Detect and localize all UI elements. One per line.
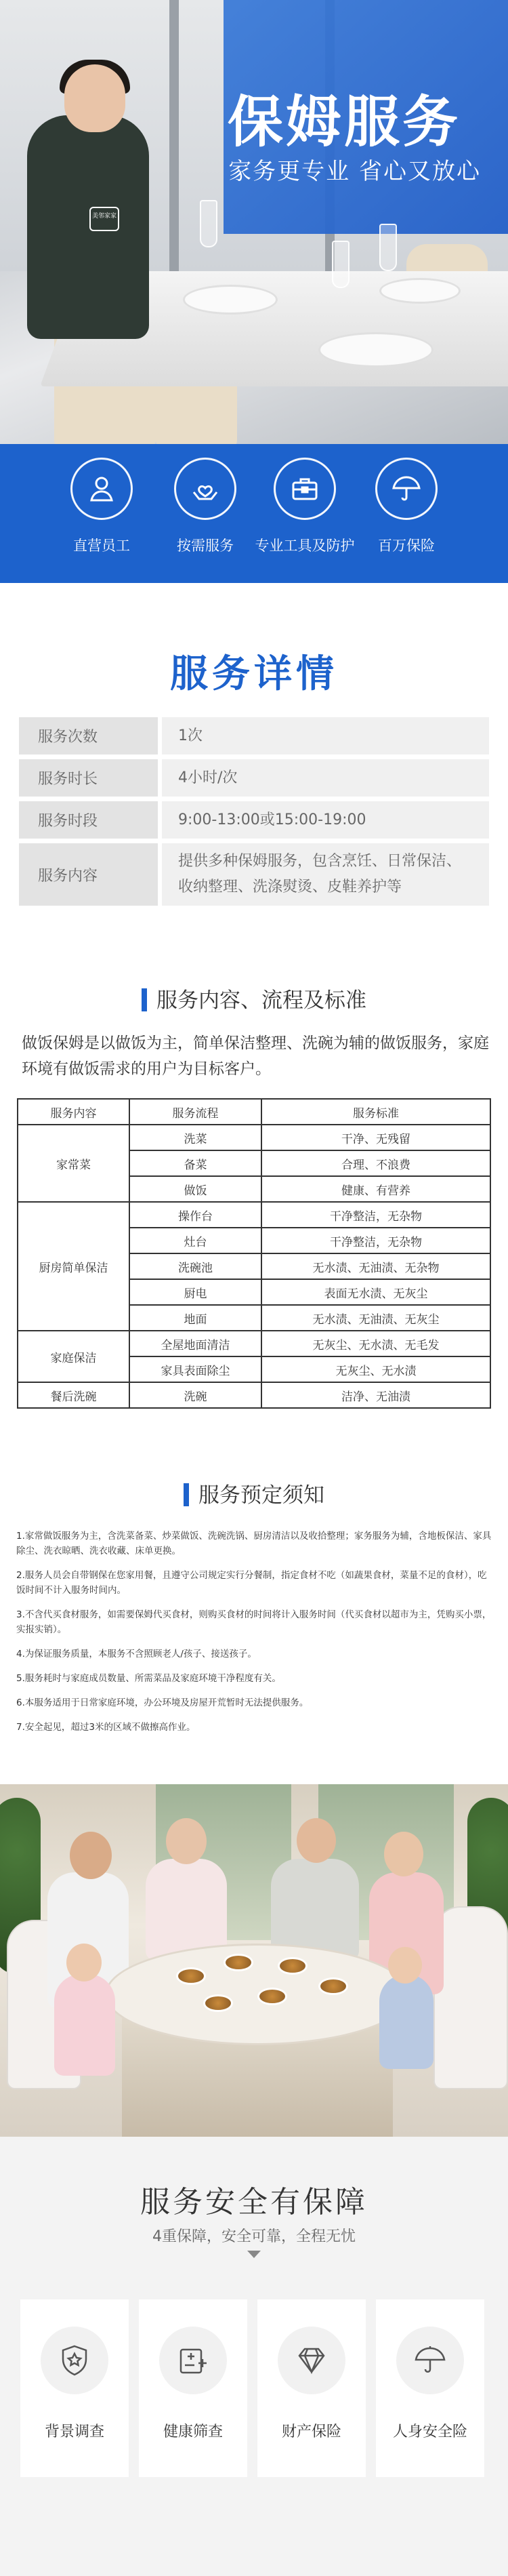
feature-label: 按需服务 [177,538,234,554]
note-item: 7.安全起见，超过3米的区域不做擦高作业。 [16,1722,196,1733]
hero-banner [0,0,508,444]
hero-housekeeper-head [64,64,125,132]
photo-person-head [297,1818,336,1863]
detail-value: 提供多种保姆服务，包含烹饪、日常保洁、收纳整理、洗涤熨烫、皮鞋养护等 [162,843,489,906]
hero-glass [379,224,397,271]
detail-key: 服务次数 [19,717,158,754]
hero-glass [200,200,217,247]
guarantee-card-background-check [20,2299,129,2477]
family-dinner-photo [0,1784,508,2137]
notes-heading-text: 服务预定须知 [198,1483,324,1508]
guarantee-card-health-screening [139,2299,247,2477]
table-group-cell: 家常菜 [18,1125,129,1202]
table-cell: 干净、无残留 [261,1125,490,1150]
table-cell: 表面无水渍、无灰尘 [261,1279,490,1305]
process-intro: 做饭保姆是以做饭为主，简单保洁整理、洗碗为辅的做饭服务，家庭环境有做饭需求的用户为目标客户。 [22,1034,489,1078]
table-group-cell: 厨房简单保洁 [18,1202,129,1331]
table-cell: 厨电 [129,1279,261,1305]
table-cell: 合理、不浪费 [261,1150,490,1176]
feature-professional-tools [247,458,362,555]
feature-million-insurance [349,458,464,555]
photo-chair [433,1906,508,2089]
guarantee-card-label: 财产保险 [281,2423,341,2440]
detail-value: 4小时/次 [162,759,489,797]
notes-heading [0,1478,508,1508]
hero-subtitle: 家务更专业 省心又放心 [228,158,481,185]
photo-dish [224,1954,253,1971]
table-cell: 洗菜 [129,1125,261,1150]
table-cell: 灶台 [129,1228,261,1253]
process-heading-text: 服务内容、流程及标准 [156,988,366,1013]
photo-person-head [384,1832,423,1876]
detail-row-content [19,843,489,906]
table-header-cell: 服务内容 [18,1099,129,1125]
photo-child [54,1974,115,2076]
diamond-icon [278,2327,345,2394]
guarantee-card-label: 人身安全险 [392,2423,467,2440]
umbrella-icon [375,458,438,520]
guarantee-card-property-insurance [257,2299,366,2477]
note-item: 6.本服务适用于日常家庭环境，办公环境及房屋开荒暂时无法提供服务。 [16,1697,309,1708]
note-item: 5.服务耗时与家庭成员数量、所需菜品及家庭环境干净程度有关。 [16,1673,281,1684]
hand-heart-icon [174,458,236,520]
guarantee-subtitle: 4重保障，安全可靠，全程无忧 [152,2228,356,2245]
table-group-cell: 家庭保洁 [18,1331,129,1382]
photo-dish [278,1957,308,1975]
table-cell: 全屋地面清洁 [129,1331,261,1356]
photo-dish [203,1994,233,2012]
photo-dish [257,1988,287,2005]
shield-star-icon [41,2327,108,2394]
triangle-down-icon [247,2251,261,2258]
guarantee-card-label: 健康筛查 [163,2423,223,2440]
process-heading [0,983,508,1013]
feature-label: 百万保险 [378,538,435,554]
table-header-cell: 服务标准 [261,1099,490,1125]
hero-glass [332,241,350,288]
table-header-cell: 服务流程 [129,1099,261,1125]
hero-plate [318,332,433,367]
table-cell: 洗碗 [129,1382,261,1408]
apron-logo: 美邻家家 [89,207,119,231]
service-standards-table [17,1098,491,1409]
table-group-cell: 餐后洗碗 [18,1382,129,1408]
table-cell: 无水渍、无油渍、无杂物 [261,1253,490,1279]
guarantee-title: 服务安全有保障 [140,2185,368,2219]
note-item: 4.为保证服务质量，本服务不含照顾老人/孩子、接送孩子。 [16,1649,257,1659]
table-cell: 干净整洁，无杂物 [261,1228,490,1253]
hero-plate [379,278,461,304]
heading-accent-bar [184,1483,189,1506]
table-cell: 地面 [129,1305,261,1331]
note-item: 2.服务人员会自带钢保在您家用餐，且遵守公司规定实行分餐制，指定食材不吃（如蔬果食材，菜量不足的食材），吃饭时间不计入服务时间内。 [16,1570,487,1596]
guarantee-card-personal-safety [376,2299,484,2477]
table-cell: 健康、有营养 [261,1176,490,1202]
table-row [18,1202,490,1228]
booking-notes [16,1529,494,1744]
photo-child-head [66,1944,102,1981]
heading-accent-bar [142,988,147,1011]
hero-housekeeper-body [27,115,149,339]
photo-person-head [166,1818,207,1864]
hero-plate [183,285,278,315]
medical-kit-icon [159,2327,227,2394]
table-cell: 做饭 [129,1176,261,1202]
photo-dish [176,1967,206,1985]
table-row [18,1382,490,1408]
detail-key: 服务时段 [19,801,158,839]
detail-key: 服务时长 [19,759,158,797]
photo-dish [318,1977,348,1995]
detail-row-period [19,801,489,839]
guarantee-section [0,2137,508,2576]
table-header-row [18,1099,490,1125]
photo-child [379,1974,433,2069]
details-title: 服务详情 [170,652,338,696]
window-frame [169,0,179,271]
toolbox-icon [274,458,336,520]
guarantee-card-label: 背景调查 [44,2423,104,2440]
table-cell: 洁净、无油渍 [261,1382,490,1408]
table-row [18,1331,490,1356]
feature-bar [0,444,508,583]
feature-label: 专业工具及防护 [255,538,355,554]
feature-direct-staff [44,458,159,555]
note-item: 1.家常做饭服务为主，含洗菜备菜、炒菜做饭、洗碗洗锅、厨房清洁以及收拾整理；家务服务为辅，含地板保洁、家具除尘、洗衣晾晒、洗衣收藏、床单更换。 [16,1531,492,1556]
table-cell: 洗碗池 [129,1253,261,1279]
feature-on-demand [148,458,263,555]
photo-person-head [70,1832,112,1879]
table-cell: 家具表面除尘 [129,1356,261,1382]
feature-label: 直营员工 [73,538,130,554]
table-cell: 无灰尘、无水渍 [261,1356,490,1382]
table-cell: 操作台 [129,1202,261,1228]
hero-title: 保姆服务 [227,90,461,155]
umbrella-icon [396,2327,464,2394]
detail-row-times [19,717,489,754]
table-cell: 无水渍、无油渍、无灰尘 [261,1305,490,1331]
photo-child-head [388,1947,422,1984]
detail-key: 服务内容 [19,843,158,906]
table-cell: 干净整洁，无杂物 [261,1202,490,1228]
table-cell: 备菜 [129,1150,261,1176]
detail-row-duration [19,759,489,797]
detail-value: 9:00-13:00或15:00-19:00 [162,801,489,839]
person-icon [70,458,133,520]
table-cell: 无灰尘、无水渍、无毛发 [261,1331,490,1356]
table-row [18,1125,490,1150]
note-item: 3.不含代买食材服务，如需要保姆代买食材，则购买食材的时间将计入服务时间（代买食材以超市为主，凭购买小票，实报实销）。 [16,1609,492,1635]
detail-value: 1次 [162,717,489,754]
